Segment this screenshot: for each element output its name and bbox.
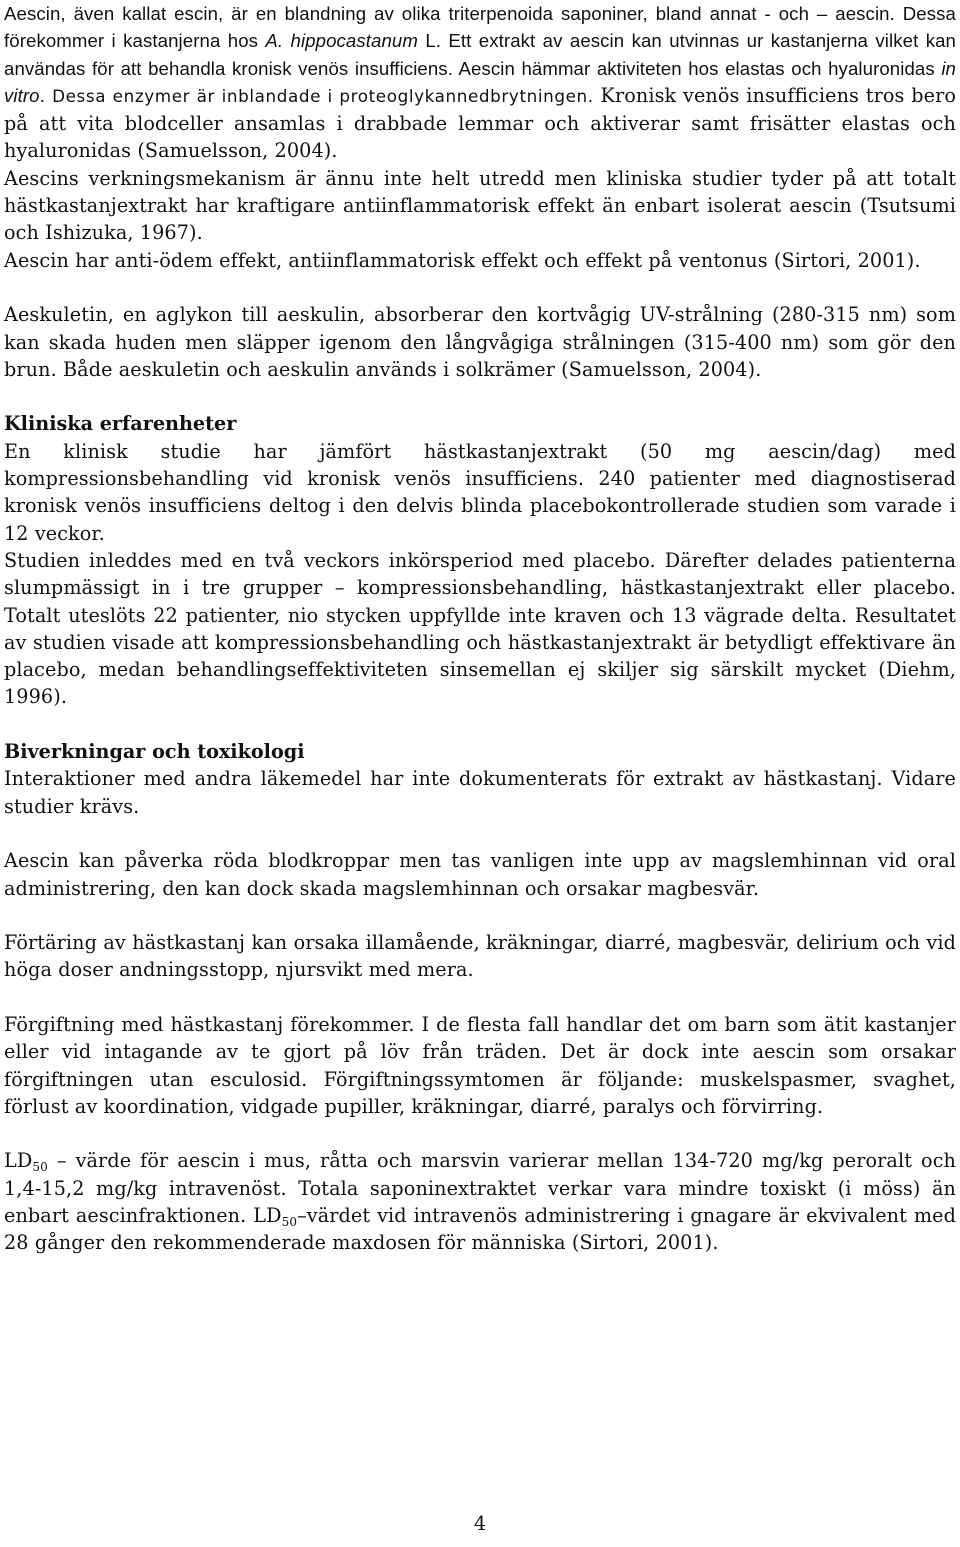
text-ld-subscript-2: 50 [281,1215,298,1230]
paragraph-ingestion: Förtäring av hästkastanj kan orsaka illamående, kräkningar, diarré, magbesvär, delirium och vid höga doser andningsstopp, njursvikt med mera. [4,931,956,982]
paragraph-anti-edema: Aescin har anti-ödem effekt, antiinflammatorisk effekt och effekt på ventonus (Sirtori, 2001). [4,248,921,272]
text-ld-2: LD [253,1204,282,1228]
spacer [4,274,956,301]
spacer [4,1120,956,1147]
spacer [4,902,956,929]
paragraph-study-design: Studien inleddes med en två veckors inkörsperiod med placebo. Därefter delades patienterna slumpmässigt in i tre grupper – kompressionsbehandling, hästkastanjextrakt eller placebo. Totalt uteslöts 22 patienter, nio stycken uppfyllde inte kraven och 13 vägrade delta. Resultatet av studien visade att kompressionsbehandling och hästkastanjextrakt är betydligt effektivare än placebo, medan behandlingseffektiviteten sinsemellan ej skiljer sig särskilt mycket (Diehm, 1996). [4,548,956,709]
page-number: 4 [473,1512,487,1535]
section-heading-clinical: Kliniska erfarenheter [4,412,237,436]
spacer [4,820,956,847]
text-ld: LD [4,1149,33,1173]
text-aescin-intro-d: Kronisk venös insufficiens tros bero på att vita blodceller ansamlas i drabbade lemmar och aktiverar samt frisätter elastas och hyaluronidas (Samuelsson, 2004). [4,83,957,163]
text-in-vitro: in vitro [4,57,956,106]
paragraph-aeskuletin: Aeskuletin, en aglykon till aeskulin, absorberar den kortvågig UV-strålning (280-315 nm) som kan skada huden men släpper igenom den långvågiga strålningen (315-400 nm) som gör den brun. Både aeskuletin och aeskulin används i solkrämer (Samuelsson, 2004). [4,303,956,381]
text-ld50-a: – värde för aescin i mus, råtta och marsvin varierar mellan 134-720 mg/kg peroralt och 1,4-15,2 mg/kg intravenöst. Totala saponinextraktet verkar vara mindre toxiskt (i möss) än enbart aescinfraktionen. [4,1149,956,1228]
text-aescin-intro-c: . Dessa enzymer är inblandade i proteoglykannedbrytningen. [39,85,594,106]
paragraph-red-blood-cells: Aescin kan påverka röda blodkroppar men tas vanligen inte upp av magslemhinnan vid oral administrering, den kan dock skada magslemhinnan och orsakar magbesvär. [4,849,956,900]
paragraph-ld50 [4,1147,956,1256]
spacer [4,711,956,738]
paragraph-aescin-intro [4,0,956,165]
text-species-name: A. hippocastanum [265,30,418,52]
spacer [4,383,956,410]
paragraph-clinical-study: En klinisk studie har jämfört hästkastanjextrakt (50 mg aescin/dag) med kompressionsbehandling vid kronisk venös insufficiens. 240 patienter med diagnostiserad kronisk venös insufficiens deltog i den delvis blinda placebokontrollerade studien som varade i 12 veckor. [4,439,956,545]
paragraph-mechanism: Aescins verkningsmekanism är ännu inte helt utredd men kliniska studier tyder på att totalt hästkastanjextrakt har kraftigare antiinflammatorisk effekt än enbart isolerat aescin (Tsutsumi och Ishizuka, 1967). [4,166,956,245]
text-ld-subscript: 50 [32,1160,48,1175]
text-aescin-intro-b: L. Ett extrakt av aescin kan utvinnas ur kastanjerna vilket kan användas för att behandla kronisk venös insufficiens. Aescin hämmar aktiviteten hos elastas och hyaluronidas [4,30,956,79]
document-page [4,0,956,1257]
text-aescin-intro-a: Aescin, även kallat escin, är en blandning av olika triterpenoida saponiner, bland annat - och – aescin. Dessa förekommer i kastanjerna hos [4,3,956,52]
section-heading-side-effects: Biverkningar och toxikologi [4,740,305,764]
text-ld50-b: –värdet vid intravenös administrering i gnagare är ekvivalent med 28 gånger den rekommenderade maxdosen för människa (Sirtori, 2001). [4,1204,956,1255]
paragraph-interactions: Interaktioner med andra läkemedel har inte dokumenterats för extrakt av hästkastanj. Vidare studier krävs. [4,767,956,818]
paragraph-poisoning: Förgiftning med hästkastanj förekommer. I de flesta fall handlar det om barn som ätit kastanjer eller vid intagande av te gjort på löv från träden. Det är dock inte aescin som orsakar förgiftningen utan esculosid. Förgiftningssymtomen är följande: muskelspasmer, svaghet, förlust av koordination, vidgade pupiller, kräkningar, diarré, paralys och förvirring. [4,1012,956,1118]
spacer [4,984,956,1011]
